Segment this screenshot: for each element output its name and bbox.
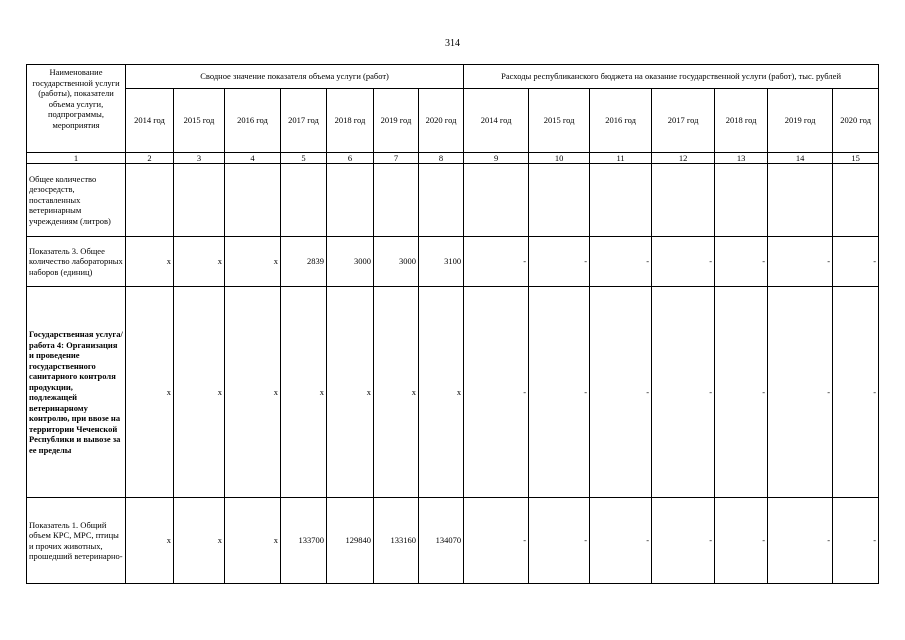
header-year-volume: 2019 год: [374, 89, 419, 153]
table-cell: 134070: [419, 498, 464, 584]
table-cell: x: [419, 287, 464, 498]
table-cell: x: [174, 498, 225, 584]
table-cell: x: [174, 287, 225, 498]
table-cell: 129840: [327, 498, 374, 584]
table-cell: -: [464, 498, 529, 584]
table-cell: x: [126, 237, 174, 287]
table-cell: x: [374, 287, 419, 498]
header-col-name: Наименование государственной услуги (работы), показатели объема услуги, подпрограммы, мероприятия: [27, 65, 126, 153]
table-cell: -: [833, 237, 879, 287]
column-number: 8: [419, 153, 464, 164]
header-group-volume: Сводное значение показателя объема услуги (работ): [126, 65, 464, 89]
table-cell: -: [652, 498, 715, 584]
table-cell: x: [225, 287, 281, 498]
table-cell: 133700: [281, 498, 327, 584]
table-cell: -: [652, 237, 715, 287]
table-cell: -: [652, 287, 715, 498]
table-cell: [174, 164, 225, 237]
header-year-expenses: 2014 год: [464, 89, 529, 153]
row-name: Государственная услуга/работа 4: Организация и проведение государственного санитарного контроля продукции, подлежащей ветеринарному контролю, при ввозе на территории Чеченской Республики и вывозе за ее пределы: [27, 287, 126, 498]
table-cell: [374, 164, 419, 237]
table-cell: [281, 164, 327, 237]
table-cell: 3000: [374, 237, 419, 287]
table-cell: x: [126, 498, 174, 584]
row-name: Показатель 3. Общее количество лабораторных наборов (единиц): [27, 237, 126, 287]
table-row: [27, 287, 879, 498]
table-cell: [768, 164, 833, 237]
header-year-expenses: 2016 год: [590, 89, 652, 153]
table-cell: -: [833, 287, 879, 498]
page-number: 314: [445, 38, 460, 49]
table-cell: [590, 164, 652, 237]
column-number: 6: [327, 153, 374, 164]
header-year-volume: 2017 год: [281, 89, 327, 153]
column-number: 4: [225, 153, 281, 164]
header-year-expenses: 2015 год: [529, 89, 590, 153]
table-cell: x: [327, 287, 374, 498]
table-cell: x: [225, 498, 281, 584]
table-cell: 3100: [419, 237, 464, 287]
header-row-years: [27, 89, 879, 153]
column-number: 12: [652, 153, 715, 164]
table-cell: -: [464, 287, 529, 498]
column-number: 11: [590, 153, 652, 164]
table-row: [27, 498, 879, 584]
table-cell: [327, 164, 374, 237]
header-year-expenses: 2020 год: [833, 89, 879, 153]
table-cell: -: [590, 287, 652, 498]
header-year-volume: 2015 год: [174, 89, 225, 153]
table-cell: -: [590, 498, 652, 584]
table-cell: x: [126, 287, 174, 498]
column-number: 9: [464, 153, 529, 164]
table-cell: 3000: [327, 237, 374, 287]
table-cell: [464, 164, 529, 237]
table-cell: -: [529, 287, 590, 498]
table-cell: [529, 164, 590, 237]
column-number: 1: [27, 153, 126, 164]
header-year-volume: 2018 год: [327, 89, 374, 153]
table-cell: [225, 164, 281, 237]
header-year-expenses: 2019 год: [768, 89, 833, 153]
table-cell: -: [833, 498, 879, 584]
table-cell: x: [281, 287, 327, 498]
table-cell: -: [590, 237, 652, 287]
budget-table: [26, 64, 879, 584]
header-year-volume: 2020 год: [419, 89, 464, 153]
row-name: Общее количество дезосредств, поставленных ветеринарным учреждениям (литров): [27, 164, 126, 237]
column-number: 3: [174, 153, 225, 164]
column-number: 14: [768, 153, 833, 164]
row-name: Показатель 1. Общий объем КРС, МРС, птицы и прочих животных, прошедший ветеринарно-: [27, 498, 126, 584]
table-cell: [419, 164, 464, 237]
table-cell: [833, 164, 879, 237]
header-year-expenses: 2017 год: [652, 89, 715, 153]
header-year-expenses: 2018 год: [715, 89, 768, 153]
column-number: 7: [374, 153, 419, 164]
table-cell: [126, 164, 174, 237]
table-cell: -: [768, 287, 833, 498]
table-cell: -: [464, 237, 529, 287]
column-number-row: [27, 153, 879, 164]
table-cell: x: [174, 237, 225, 287]
header-year-volume: 2014 год: [126, 89, 174, 153]
header-year-volume: 2016 год: [225, 89, 281, 153]
table-cell: 133160: [374, 498, 419, 584]
table-cell: -: [529, 237, 590, 287]
table-cell: -: [768, 237, 833, 287]
table-cell: -: [715, 498, 768, 584]
column-number: 15: [833, 153, 879, 164]
column-number: 5: [281, 153, 327, 164]
header-row-group: [27, 65, 879, 89]
column-number: 10: [529, 153, 590, 164]
table-row: [27, 237, 879, 287]
header-group-expenses: Расходы республиканского бюджета на оказание государственной услуги (работ), тыс. рублей: [464, 65, 879, 89]
table-cell: -: [529, 498, 590, 584]
table-cell: -: [768, 498, 833, 584]
table-row: [27, 164, 879, 237]
table-cell: x: [225, 237, 281, 287]
column-number: 2: [126, 153, 174, 164]
table-cell: -: [715, 287, 768, 498]
table-cell: [715, 164, 768, 237]
column-number: 13: [715, 153, 768, 164]
table-cell: -: [715, 237, 768, 287]
table-cell: [652, 164, 715, 237]
table-cell: 2839: [281, 237, 327, 287]
